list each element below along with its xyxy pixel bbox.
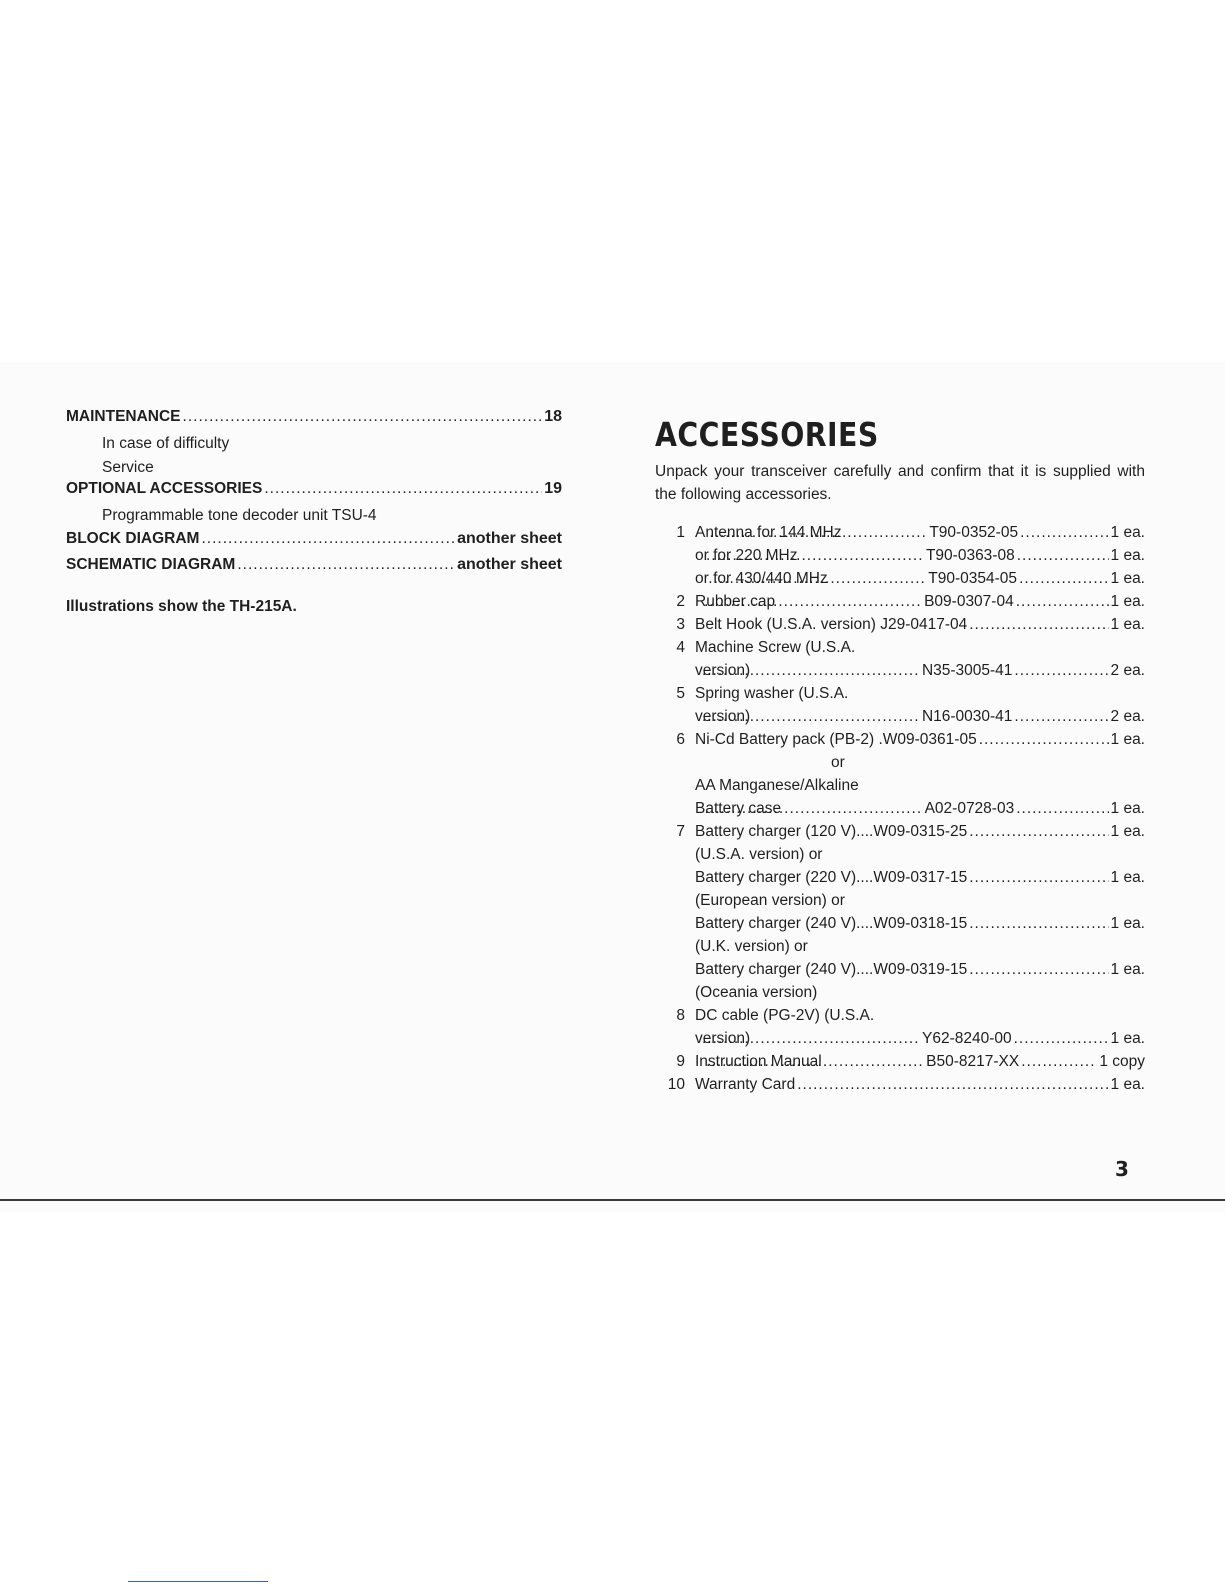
item-description: Belt Hook (U.S.A. version) J29-0417-04 bbox=[695, 616, 968, 633]
page-number: 3 bbox=[1115, 1157, 1129, 1181]
list-item bbox=[655, 1076, 1145, 1099]
list-item bbox=[655, 731, 1145, 754]
toc-subentry: Service bbox=[102, 459, 154, 476]
leader-dots bbox=[1014, 1030, 1109, 1048]
list-item bbox=[655, 547, 1145, 570]
item-description: version) bbox=[695, 708, 751, 725]
toc-entry-schematic-diagram[interactable] bbox=[66, 556, 562, 580]
item-quantity: 2 ea. bbox=[1110, 662, 1145, 679]
item-quantity: 1 ea. bbox=[1110, 915, 1145, 932]
item-description: or for 430/440 MHz bbox=[695, 570, 828, 587]
item-quantity: 1 ea. bbox=[1110, 1076, 1145, 1093]
item-number: 7 bbox=[676, 823, 685, 840]
item-description: DC cable (PG-2V) (U.S.A. bbox=[695, 1007, 875, 1024]
item-quantity: 1 ea. bbox=[1110, 570, 1145, 587]
section-heading: ACCESSORIES bbox=[655, 415, 879, 454]
list-item bbox=[655, 869, 1145, 892]
toc-leader-dots bbox=[237, 556, 455, 574]
item-description: (U.K. version) or bbox=[695, 938, 808, 955]
item-quantity: 1 ea. bbox=[1110, 547, 1145, 564]
list-item bbox=[655, 961, 1145, 984]
toc-label: OPTIONAL ACCESSORIES bbox=[66, 480, 263, 497]
list-item bbox=[655, 685, 1145, 708]
item-description: Spring washer (U.S.A. bbox=[695, 685, 849, 702]
toc-label: MAINTENANCE bbox=[66, 408, 181, 425]
item-quantity: 1 ea. bbox=[1110, 524, 1145, 541]
list-item bbox=[655, 823, 1145, 846]
item-number: 5 bbox=[676, 685, 685, 702]
toc-page-number: 18 bbox=[544, 408, 562, 425]
list-item bbox=[655, 1030, 1145, 1053]
list-item bbox=[655, 570, 1145, 593]
leader-dots bbox=[1017, 547, 1109, 565]
item-number: 8 bbox=[676, 1007, 685, 1024]
leader-dots bbox=[969, 616, 1108, 634]
illustration-note: Illustrations show the TH-215A. bbox=[66, 598, 297, 615]
item-quantity: 1 ea. bbox=[1110, 593, 1145, 610]
toc-subentry: Programmable tone decoder unit TSU-4 bbox=[102, 507, 377, 524]
toc-page-number: another sheet bbox=[457, 530, 562, 547]
intro-paragraph: Unpack your transceiver carefully and confirm that it is supplied with the following accessories. bbox=[655, 463, 1145, 503]
list-item bbox=[655, 938, 1145, 961]
item-quantity: 1 ea. bbox=[1110, 616, 1145, 633]
item-number: 10 bbox=[667, 1076, 685, 1093]
item-description: version) bbox=[695, 1030, 751, 1047]
item-description: or bbox=[831, 754, 845, 771]
item-description: AA Manganese/Alkaline bbox=[695, 777, 859, 794]
item-description: Battery charger (120 V)....W09-0315-25 bbox=[695, 823, 968, 840]
toc-leader-dots bbox=[201, 530, 455, 548]
part-number: B50-8217-XX bbox=[926, 1053, 1020, 1070]
list-item bbox=[655, 800, 1145, 823]
part-number: A02-0728-03 bbox=[924, 800, 1015, 817]
list-item bbox=[655, 524, 1145, 547]
part-number: T90-0354-05 bbox=[928, 570, 1018, 587]
leader-dots bbox=[1016, 593, 1109, 611]
list-item bbox=[655, 616, 1145, 639]
item-number: 6 bbox=[676, 731, 685, 748]
item-quantity: 1 copy bbox=[1099, 1053, 1145, 1070]
item-description: Battery charger (240 V)....W09-0319-15 bbox=[695, 961, 968, 978]
list-item bbox=[655, 915, 1145, 938]
item-description: (U.S.A. version) or bbox=[695, 846, 823, 863]
part-number: N35-3005-41 bbox=[921, 662, 1013, 679]
item-number: 1 bbox=[676, 524, 685, 541]
list-item bbox=[655, 1007, 1145, 1030]
page-divider bbox=[0, 1199, 1225, 1201]
item-description: Antenna for 144 MHz bbox=[695, 524, 842, 541]
list-item bbox=[655, 777, 1145, 800]
list-item bbox=[655, 662, 1145, 685]
leader-dots bbox=[706, 1053, 924, 1071]
item-description: Ni-Cd Battery pack (PB-2) .W09-0361-05 bbox=[695, 731, 977, 748]
item-number: 2 bbox=[676, 593, 685, 610]
toc-leader-dots bbox=[183, 408, 543, 426]
leader-dots bbox=[797, 1076, 1108, 1094]
list-item bbox=[655, 892, 1145, 915]
part-number: T90-0363-08 bbox=[925, 547, 1015, 564]
leader-dots bbox=[969, 915, 1108, 933]
toc-entry-block-diagram[interactable] bbox=[66, 530, 562, 554]
leader-dots bbox=[709, 524, 927, 542]
list-item bbox=[655, 1053, 1145, 1076]
leader-dots bbox=[979, 731, 1109, 749]
table-of-contents bbox=[66, 408, 562, 616]
accessories-section bbox=[655, 408, 1145, 1099]
item-quantity: 1 ea. bbox=[1110, 961, 1145, 978]
item-description: Battery charger (220 V)....W09-0317-15 bbox=[695, 869, 968, 886]
item-description: Instruction Manual bbox=[695, 1053, 822, 1070]
item-description: or for 220 MHz bbox=[695, 547, 798, 564]
leader-dots bbox=[1019, 570, 1108, 588]
item-description: Battery case bbox=[695, 800, 782, 817]
leader-dots bbox=[708, 570, 926, 588]
toc-label: BLOCK DIAGRAM bbox=[66, 530, 200, 547]
item-description: Warranty Card bbox=[695, 1076, 796, 1093]
list-item bbox=[655, 754, 1145, 777]
list-item bbox=[655, 639, 1145, 662]
toc-entry-optional-accessories[interactable] bbox=[66, 480, 562, 504]
item-quantity: 1 ea. bbox=[1110, 1030, 1145, 1047]
item-number: 3 bbox=[676, 616, 685, 633]
toc-entry-maintenance[interactable] bbox=[66, 408, 562, 432]
toc-leader-dots bbox=[264, 480, 542, 498]
leader-dots bbox=[969, 961, 1108, 979]
leader-dots bbox=[1020, 524, 1108, 542]
accessories-list bbox=[655, 524, 1145, 1099]
leader-dots bbox=[969, 869, 1108, 887]
leader-dots bbox=[704, 593, 922, 611]
list-item bbox=[655, 593, 1145, 616]
item-description: (European version) or bbox=[695, 892, 845, 909]
link-underline bbox=[128, 1581, 268, 1582]
item-quantity: 1 ea. bbox=[1110, 869, 1145, 886]
item-description: Rubber cap bbox=[695, 593, 776, 610]
item-number: 4 bbox=[676, 639, 685, 656]
item-quantity: 1 ea. bbox=[1110, 823, 1145, 840]
list-item bbox=[655, 984, 1145, 1007]
leader-dots bbox=[969, 823, 1108, 841]
list-item bbox=[655, 846, 1145, 869]
leader-dots bbox=[702, 1030, 920, 1048]
leader-dots bbox=[702, 662, 920, 680]
item-description: Machine Screw (U.S.A. bbox=[695, 639, 856, 656]
item-quantity: 1 ea. bbox=[1110, 731, 1145, 748]
item-number: 9 bbox=[676, 1053, 685, 1070]
item-description: version) bbox=[695, 662, 751, 679]
leader-dots bbox=[1021, 1053, 1097, 1071]
leader-dots bbox=[1014, 662, 1108, 680]
item-quantity: 2 ea. bbox=[1110, 708, 1145, 725]
toc-page-number: another sheet bbox=[457, 556, 562, 573]
part-number: T90-0352-05 bbox=[929, 524, 1019, 541]
part-number: B09-0307-04 bbox=[924, 593, 1014, 610]
part-number: N16-0030-41 bbox=[921, 708, 1013, 725]
leader-dots bbox=[706, 547, 924, 565]
toc-page-number: 19 bbox=[544, 480, 562, 497]
item-quantity: 1 ea. bbox=[1110, 800, 1145, 817]
item-description: Battery charger (240 V)....W09-0318-15 bbox=[695, 915, 968, 932]
leader-dots bbox=[1016, 800, 1108, 818]
part-number: Y62-8240-00 bbox=[921, 1030, 1012, 1047]
leader-dots bbox=[1014, 708, 1108, 726]
toc-label: SCHEMATIC DIAGRAM bbox=[66, 556, 236, 573]
list-item bbox=[655, 708, 1145, 731]
leader-dots bbox=[702, 708, 920, 726]
toc-subentry: In case of difficulty bbox=[102, 435, 230, 452]
item-description: (Oceania version) bbox=[695, 984, 818, 1001]
leader-dots bbox=[705, 800, 923, 818]
